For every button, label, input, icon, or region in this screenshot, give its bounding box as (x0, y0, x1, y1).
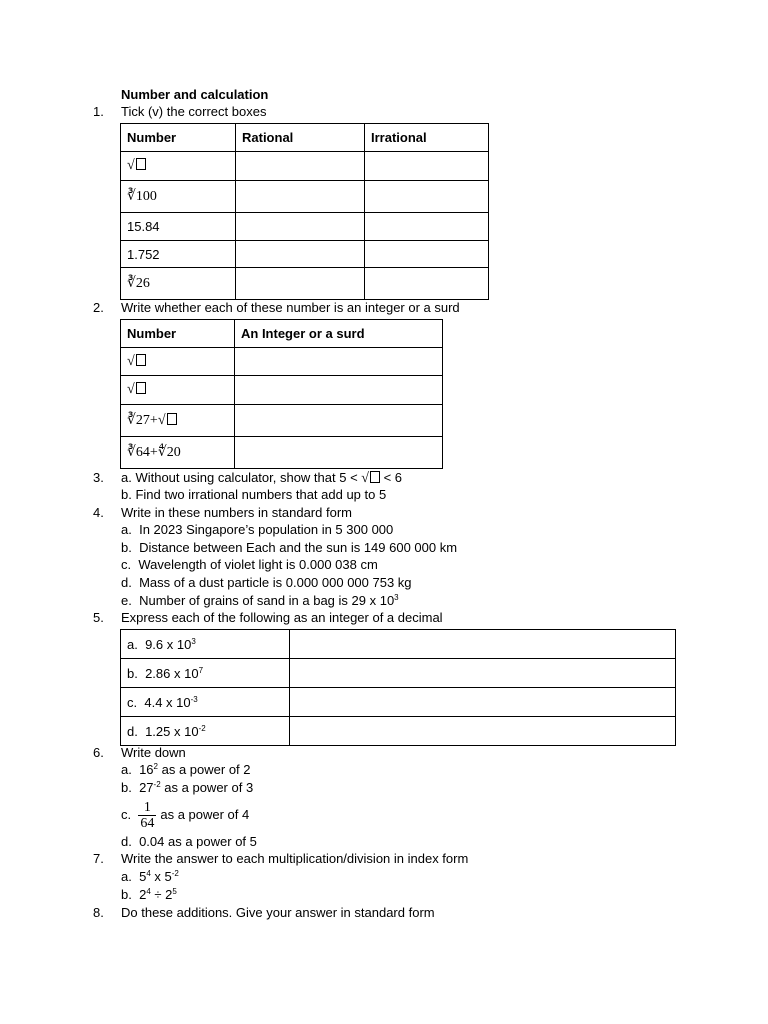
q2-row-1-answer-cell[interactable] (235, 348, 443, 376)
q1-row-4-number: 1.752 (121, 241, 236, 268)
q2-row-3-number: ∛27+√ (121, 405, 235, 437)
q2-row-1-number: √ (121, 348, 235, 376)
q5-row-d-expression: d. 1.25 x $10^{-2}$ (121, 717, 290, 746)
q1-row-3-rational-cell[interactable] (236, 213, 365, 241)
q7-item-b: b. $2^4 \div 2^5$ (121, 887, 177, 902)
q1-row-5-irrational-cell[interactable] (365, 268, 489, 300)
q2-row-2-number: √ (121, 376, 235, 405)
q1-row-1-rational-cell[interactable] (236, 152, 365, 181)
q1-row-4-irrational-cell[interactable] (365, 241, 489, 268)
q6-item-c: c. $\frac{1}{64}$ as a power of 4 (121, 800, 250, 832)
q3-part-b: b. Find two irrational numbers that add up to 5 (121, 487, 387, 502)
q7-text: Write the answer to each multiplication/division in index form (121, 851, 469, 866)
q1-row-2-irrational-cell[interactable] (365, 181, 489, 213)
missing-symbol-box (136, 382, 146, 394)
q1-number: 1. (93, 104, 104, 119)
q1-row-5-number: ∛26 (121, 268, 236, 300)
q1-row-4-rational-cell[interactable] (236, 241, 365, 268)
fraction: $\frac{1}{64}$ (140, 800, 155, 832)
q6-item-d: d. 0.04 as a power of 5 (121, 834, 257, 849)
q5-number: 5. (93, 610, 104, 625)
q1-header-number: Number (121, 124, 236, 152)
q2-text: Write whether each of these number is an integer or a surd (121, 300, 460, 315)
q5-row-a-expression: a. 9.6 x $10^3$ (121, 630, 290, 659)
q1-header-rational: Rational (236, 124, 365, 152)
q2-row-3-answer-cell[interactable] (235, 405, 443, 437)
q2-row-2-answer-cell[interactable] (235, 376, 443, 405)
q1-row-3-irrational-cell[interactable] (365, 213, 489, 241)
missing-symbol-box (136, 354, 146, 366)
q2-row-4-number: ∛64+∜20 (121, 437, 235, 469)
q1-row-1-number: √ (121, 152, 236, 181)
q2-number: 2. (93, 300, 104, 315)
q2-header-number: Number (121, 320, 235, 348)
q6-item-b: b. $27^{-2}$ as a power of 3 (121, 780, 254, 795)
q5-row-a-answer-cell[interactable] (290, 630, 676, 659)
q6-text: Write down (121, 745, 186, 760)
missing-symbol-box (167, 413, 177, 425)
q3-part-a: a. Without using calculator, show that 5 < √ < 6 (121, 470, 403, 486)
q1-table (120, 123, 489, 300)
q1-text: Tick (v) the correct boxes (121, 104, 267, 119)
q1-row-5-rational-cell[interactable] (236, 268, 365, 300)
q1-row-3-number: 15.84 (121, 213, 236, 241)
q7-item-a: a. $5^4$ x $5^{-2}$ (121, 869, 179, 884)
q2-header-integer-or-surd: An Integer or a surd (235, 320, 443, 348)
section-title: Number and calculation (121, 87, 269, 102)
q1-row-2-rational-cell[interactable] (236, 181, 365, 213)
q4-number: 4. (93, 505, 104, 520)
q8-number: 8. (93, 905, 104, 920)
q1-row-1-irrational-cell[interactable] (365, 152, 489, 181)
q1-header-irrational: Irrational (365, 124, 489, 152)
q4-item-d: d. Mass of a dust particle is 0.000 000 000 753 kg (121, 575, 412, 590)
q4-item-a: a. In 2023 Singapore’s population in 5 300 000 (121, 522, 394, 537)
missing-symbol-box (136, 158, 146, 170)
q4-item-e: e. Number of grains of sand in a bag is 29 x $10^3$ (121, 593, 399, 608)
q5-text: Express each of the following as an integer of a decimal (121, 610, 443, 625)
q2-table (120, 319, 443, 469)
q5-row-d-answer-cell[interactable] (290, 717, 676, 746)
q1-row-2-number: ∛100 (121, 181, 236, 213)
q2-row-4-answer-cell[interactable] (235, 437, 443, 469)
q4-item-c: c. Wavelength of violet light is 0.000 038 cm (121, 557, 378, 572)
q4-item-b: b. Distance between Each and the sun is 149 600 000 km (121, 540, 458, 555)
missing-symbol-box (370, 471, 380, 483)
q7-number: 7. (93, 851, 104, 866)
q4-text: Write in these numbers in standard form (121, 505, 352, 520)
q3-number: 3. (93, 470, 104, 485)
q5-row-c-answer-cell[interactable] (290, 688, 676, 717)
q6-item-a: a. $16^2$ as a power of 2 (121, 762, 251, 777)
q5-table (120, 629, 676, 746)
q6-number: 6. (93, 745, 104, 760)
q5-row-b-expression: b. 2.86 x $10^7$ (121, 659, 290, 688)
q8-text: Do these additions. Give your answer in standard form (121, 905, 435, 920)
sqrt-icon: √ (361, 471, 369, 486)
q5-row-c-expression: c. 4.4 x $10^{-3}$ (121, 688, 290, 717)
q5-row-b-answer-cell[interactable] (290, 659, 676, 688)
